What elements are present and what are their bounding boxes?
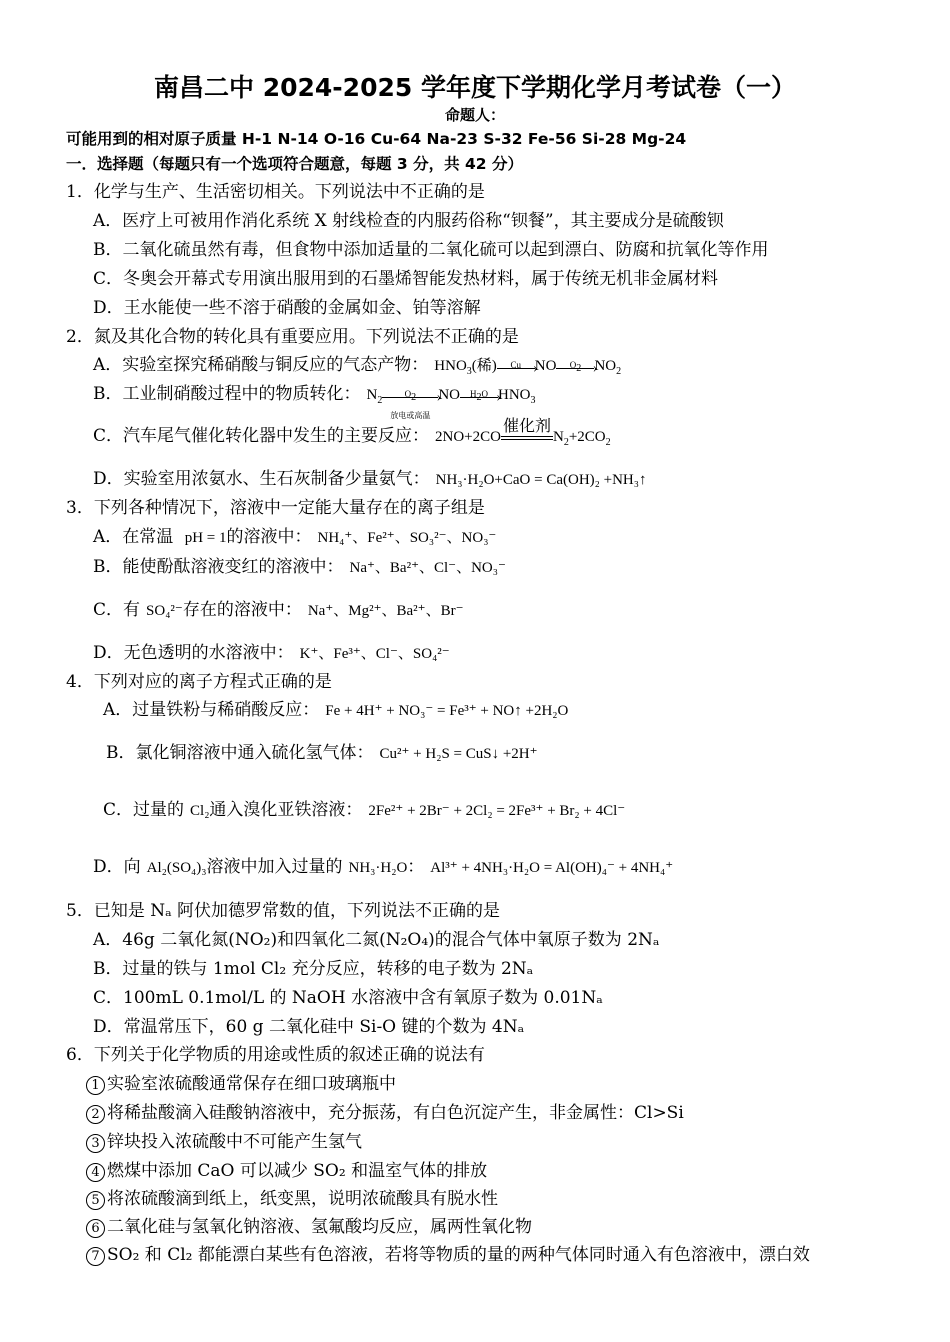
q1-option-c: C．冬奥会开幕式专用演出服用到的石墨烯智能发热材料，属于传统无机非金属材料 [93, 269, 719, 289]
q2-option-a [93, 354, 621, 377]
q3-option-c-ions: Na⁺、Mg²⁺、Ba²⁺、Br⁻ [307, 603, 464, 619]
q3-option-b: B．能使酚酞溶液变红的溶液中： Na⁺、Ba²⁺、Cl⁻、NO₃⁻ [93, 557, 506, 577]
q6-item-7: 7 SO₂ 和 Cl₂ 都能漂白某些有色溶液，若将等物质的量的两种气体同时通入有色溶液中，漂白效 [86, 1244, 810, 1266]
q4-cl2: Cl₂ [190, 803, 210, 819]
page-title: 南昌二中 2024-2025 学年度下学期化学月考试卷（一） [154, 73, 796, 102]
q1-stem: 1．化学与生产、生活密切相关。下列说法中不正确的是 [66, 182, 485, 202]
q2-option-b-formula: $N_2$ $O_2$ › 放电或高温 NO $H_2O$ › $HNO_3$ [367, 387, 536, 403]
q4-salt: Al₂(SO₄)₃ [146, 860, 207, 876]
q4-option-d-equation: Al³⁺ + 4NH₃·H₂O = Al(OH)₄⁻ + 4NH₄⁺ [430, 860, 674, 876]
q5-option-a: A．46g 二氧化氮(NO₂)和四氧化二氮(N₂O₄)的混合气体中氧原子数为 2Nₐ [93, 930, 660, 950]
q5-option-d: D．常温常压下，60 g 二氧化硅中 Si-O 键的个数为 4Nₐ [93, 1017, 525, 1037]
reaction-arrow: $H_2O$ › [460, 394, 498, 398]
q5-option-b: B．过量的铁与 1mol Cl₂ 充分反应，转移的电子数为 2Nₐ [93, 959, 534, 979]
q4-option-a-equation: Fe + 4H⁺ + NO₃⁻ = Fe³⁺ + NO↑ +2H₂O [325, 703, 569, 719]
q1-option-a: A．医疗上可被用作消化系统 X 射线检查的内服药俗称“钡餐”，其主要成分是硫酸钡 [93, 211, 724, 231]
q2-option-c-text: C．汽车尾气催化转化器中发生的主要反应： [93, 426, 430, 446]
q1-option-b: B．二氧化硫虽然有毒，但食物中添加适量的二氧化硫可以起到漂白、防腐和抗氧化等作用 [93, 240, 769, 260]
q3-option-a: A．在常温 pH = 1的溶液中： NH₄⁺、Fe²⁺、SO₃²⁻、NO₃⁻ [93, 527, 497, 547]
q4-stem: 4．下列对应的离子方程式正确的是 [66, 672, 332, 692]
author-line: 命题人： [444, 106, 505, 124]
q2-option-d-formula: NH₃·H₂O+CaO = Ca(OH)₂ +NH₃↑ [435, 472, 647, 488]
q3-so4: SO₄²⁻ [146, 603, 183, 619]
q3-ph: pH = 1 [184, 530, 227, 546]
q6-item-3: 3 锌块投入浓硫酸中不可能产生氢气 [86, 1131, 362, 1153]
q5-option-c: C．100mL 0.1mol/L 的 NaOH 水溶液中含有氧原子数为 0.01Nₐ [93, 988, 603, 1008]
q3-stem: 3．下列各种情况下，溶液中一定能大量存在的离子组是 [66, 498, 485, 518]
q3-option-c: C．有 SO₄²⁻存在的溶液中： Na⁺、Mg²⁺、Ba²⁺、Br⁻ [93, 600, 464, 620]
q5-stem: 5．已知是 Nₐ 阿伏加德罗常数的值，下列说法不正确的是 [66, 901, 501, 921]
q3-option-d-ions: K⁺、Fe³⁺、Cl⁻、SO₄²⁻ [299, 646, 450, 662]
q2-option-b [93, 383, 536, 420]
q6-item-5: 5 将浓硫酸滴到纸上，纸变黑，说明浓硫酸具有脱水性 [86, 1188, 498, 1210]
q6-stem: 6．下列关于化学物质的用途或性质的叙述正确的说法有 [66, 1045, 485, 1065]
q4-option-d: D．向 Al₂(SO₄)₃溶液中加入过量的 NH₃·H₂O： Al³⁺ + 4NH₃·H₂O = Al(OH)₄⁻ + 4NH₄⁺ [93, 857, 674, 877]
q4-option-b-equation: Cu²⁺ + H₂S = CuS↓ +2H⁺ [379, 746, 538, 762]
q6-item-4: 4 燃煤中添加 CaO 可以减少 SO₂ 和温室气体的排放 [86, 1160, 487, 1182]
q3-option-a-ions: NH₄⁺、Fe²⁺、SO₃²⁻、NO₃⁻ [317, 530, 497, 546]
q2-option-d-text: D．实验室用浓氨水、生石灰制备少量氨气： [93, 469, 430, 489]
reaction-arrow: Cu › [497, 365, 535, 369]
section-heading: 一．选择题（每题只有一个选项符合题意，每题 3 分，共 42 分） [66, 155, 523, 173]
q6-item-2: 2 将稀盐酸滴入硅酸钠溶液中，充分振荡，有白色沉淀产生，非金属性：Cl>Si [86, 1102, 684, 1124]
atomic-masses: 可能用到的相对原子质量 H-1 N-14 O-16 Cu-64 Na-23 S-32 Fe-56 Si-28 Mg-24 [66, 130, 687, 148]
q2-option-b-text: B．工业制硝酸过程中的物质转化： [93, 384, 361, 404]
q2-option-c-formula: 2NO+2CO 催化剂 $N_2+2CO_2$ [435, 417, 611, 448]
q6-item-6: 6 二氧化硅与氢氧化钠溶液、氢氟酸均反应，属两性氧化物 [86, 1216, 532, 1238]
q1-option-d: D．王水能使一些不溶于硝酸的金属如金、铂等溶解 [93, 298, 481, 318]
q2-option-d [93, 468, 647, 491]
catalyst-equals: 催化剂 [501, 436, 553, 440]
q3-option-d: D．无色透明的水溶液中： K⁺、Fe³⁺、Cl⁻、SO₄²⁻ [93, 643, 450, 663]
reaction-arrow: $O_2$ › 放电或高温 [382, 394, 438, 398]
q3-option-b-ions: Na⁺、Ba²⁺、Cl⁻、NO₃⁻ [349, 560, 506, 576]
q2-option-c [93, 417, 611, 448]
q4-nh3: NH₃·H₂O [348, 860, 408, 876]
q2-option-a-text: A．实验室探究稀硝酸与铜反应的气态产物： [93, 355, 429, 375]
q2-option-a-formula: $HNO_3$(稀) Cu › NO $O_2$ › $NO_2$ [434, 358, 621, 374]
q4-option-c-equation: 2Fe²⁺ + 2Br⁻ + 2Cl₂ = 2Fe³⁺ + Br₂ + 4Cl⁻ [368, 803, 626, 819]
q4-option-b: B．氯化铜溶液中通入硫化氢气体： Cu²⁺ + H₂S = CuS↓ +2H⁺ [106, 743, 538, 763]
q2-stem: 2．氮及其化合物的转化具有重要应用。下列说法不正确的是 [66, 327, 519, 347]
q4-option-a: A．过量铁粉与稀硝酸反应： Fe + 4H⁺ + NO₃⁻ = Fe³⁺ + NO↑ +2H₂O [103, 700, 569, 720]
reaction-arrow: $O_2$ › [556, 365, 594, 369]
q6-item-1: 1 实验室浓硫酸通常保存在细口玻璃瓶中 [86, 1073, 396, 1095]
q4-option-c: C．过量的 Cl₂通入溴化亚铁溶液： 2Fe²⁺ + 2Br⁻ + 2Cl₂ = 2Fe³⁺ + Br₂ + 4Cl⁻ [103, 800, 626, 820]
